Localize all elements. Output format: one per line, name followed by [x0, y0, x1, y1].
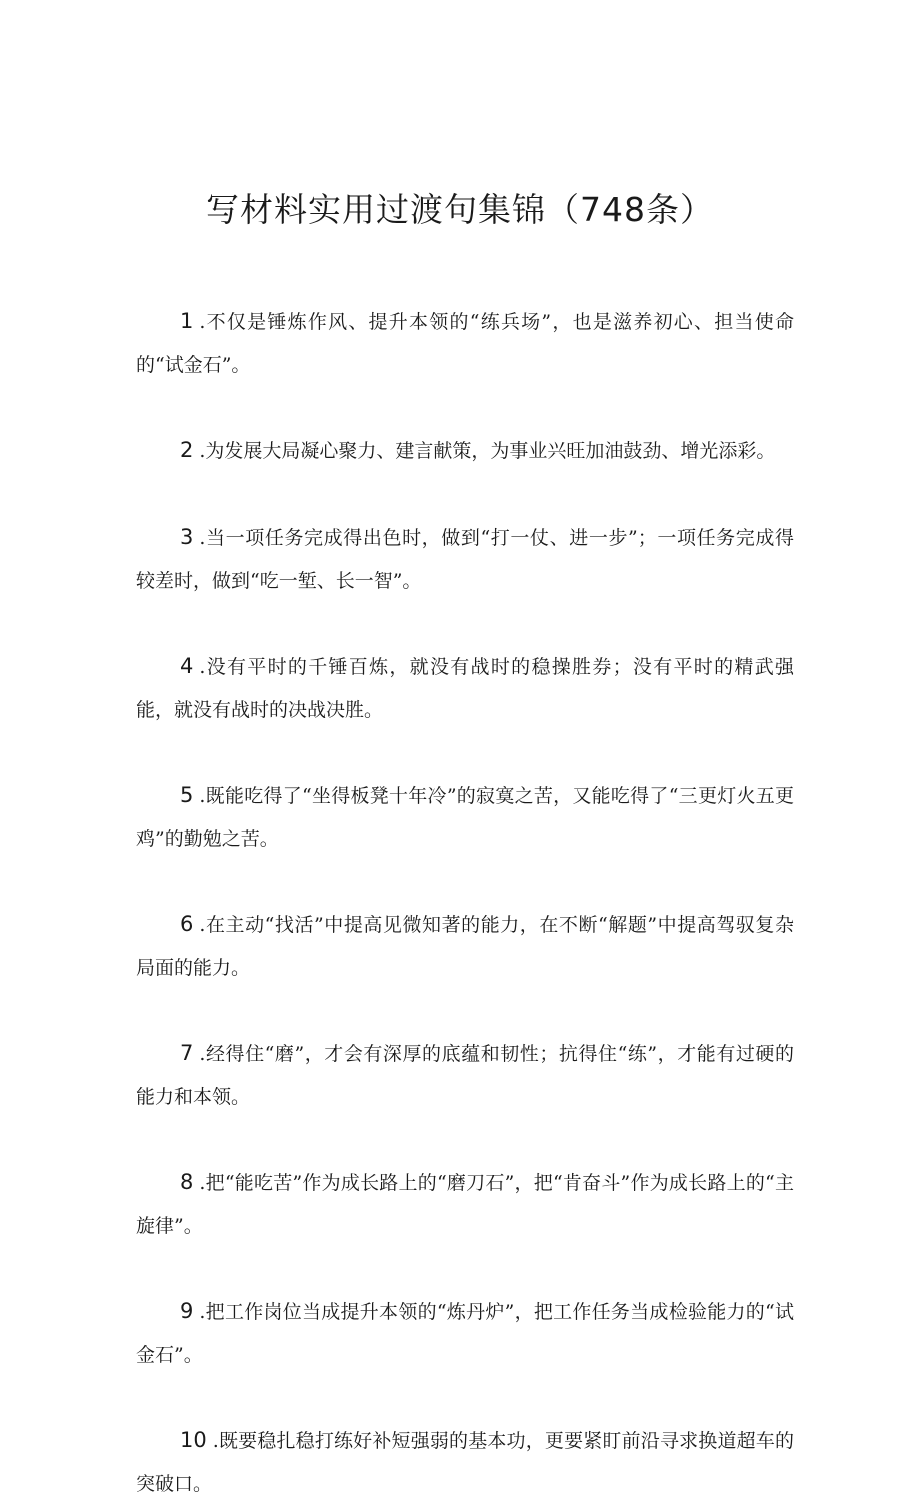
list-item [136, 645, 794, 731]
item-number: 5 [180, 783, 194, 807]
list-item [136, 774, 794, 860]
item-text: .既要稳扎稳打练好补短强弱的基本功，更要紧盯前沿寻求换道超车的突破口。 [136, 1430, 794, 1495]
item-number: 3 [180, 525, 194, 549]
item-number: 1 [180, 309, 194, 333]
item-text: .不仅是锤炼作风、提升本领的“练兵场”，也是滋养初心、担当使命的“试金石”。 [136, 311, 794, 376]
list-item [136, 1419, 794, 1505]
list-item [136, 1290, 794, 1376]
item-text: .既能吃得了“坐得板凳十年冷”的寂寞之苦，又能吃得了“三更灯火五更鸡”的勤勉之苦。 [136, 785, 794, 850]
item-text: .在主动“找活”中提高见微知著的能力，在不断“解题”中提高驾驭复杂局面的能力。 [136, 914, 794, 979]
item-text: .为发展大局凝心聚力、建言献策，为事业兴旺加油鼓劲、增光添彩。 [199, 440, 776, 462]
item-list [136, 300, 794, 1505]
list-item [136, 1032, 794, 1118]
list-item [136, 429, 794, 473]
list-item [136, 903, 794, 989]
item-number: 6 [180, 912, 194, 936]
list-item [136, 516, 794, 602]
item-text: .把“能吃苦”作为成长路上的“磨刀石”，把“肯奋斗”作为成长路上的“主旋律”。 [136, 1172, 794, 1237]
item-number: 10 [180, 1428, 207, 1452]
item-number: 4 [180, 654, 194, 678]
list-item [136, 1161, 794, 1247]
item-number: 9 [180, 1299, 194, 1323]
item-number: 8 [180, 1170, 194, 1194]
item-text: .当一项任务完成得出色时，做到“打一仗、进一步”；一项任务完成得较差时，做到“吃一堑、长一智”。 [136, 527, 794, 592]
item-text: .把工作岗位当成提升本领的“炼丹炉”，把工作任务当成检验能力的“试金石”。 [136, 1301, 794, 1366]
page-title: 写材料实用过渡句集锦（748条） [206, 190, 714, 229]
item-number: 2 [180, 438, 194, 462]
list-item [136, 300, 794, 386]
item-text: .没有平时的千锤百炼，就没有战时的稳操胜券；没有平时的精武强能，就没有战时的决战决胜。 [136, 656, 794, 721]
item-number: 7 [180, 1041, 194, 1065]
item-text: .经得住“磨”，才会有深厚的底蕴和韧性；抗得住“练”，才能有过硬的能力和本领。 [136, 1043, 794, 1108]
